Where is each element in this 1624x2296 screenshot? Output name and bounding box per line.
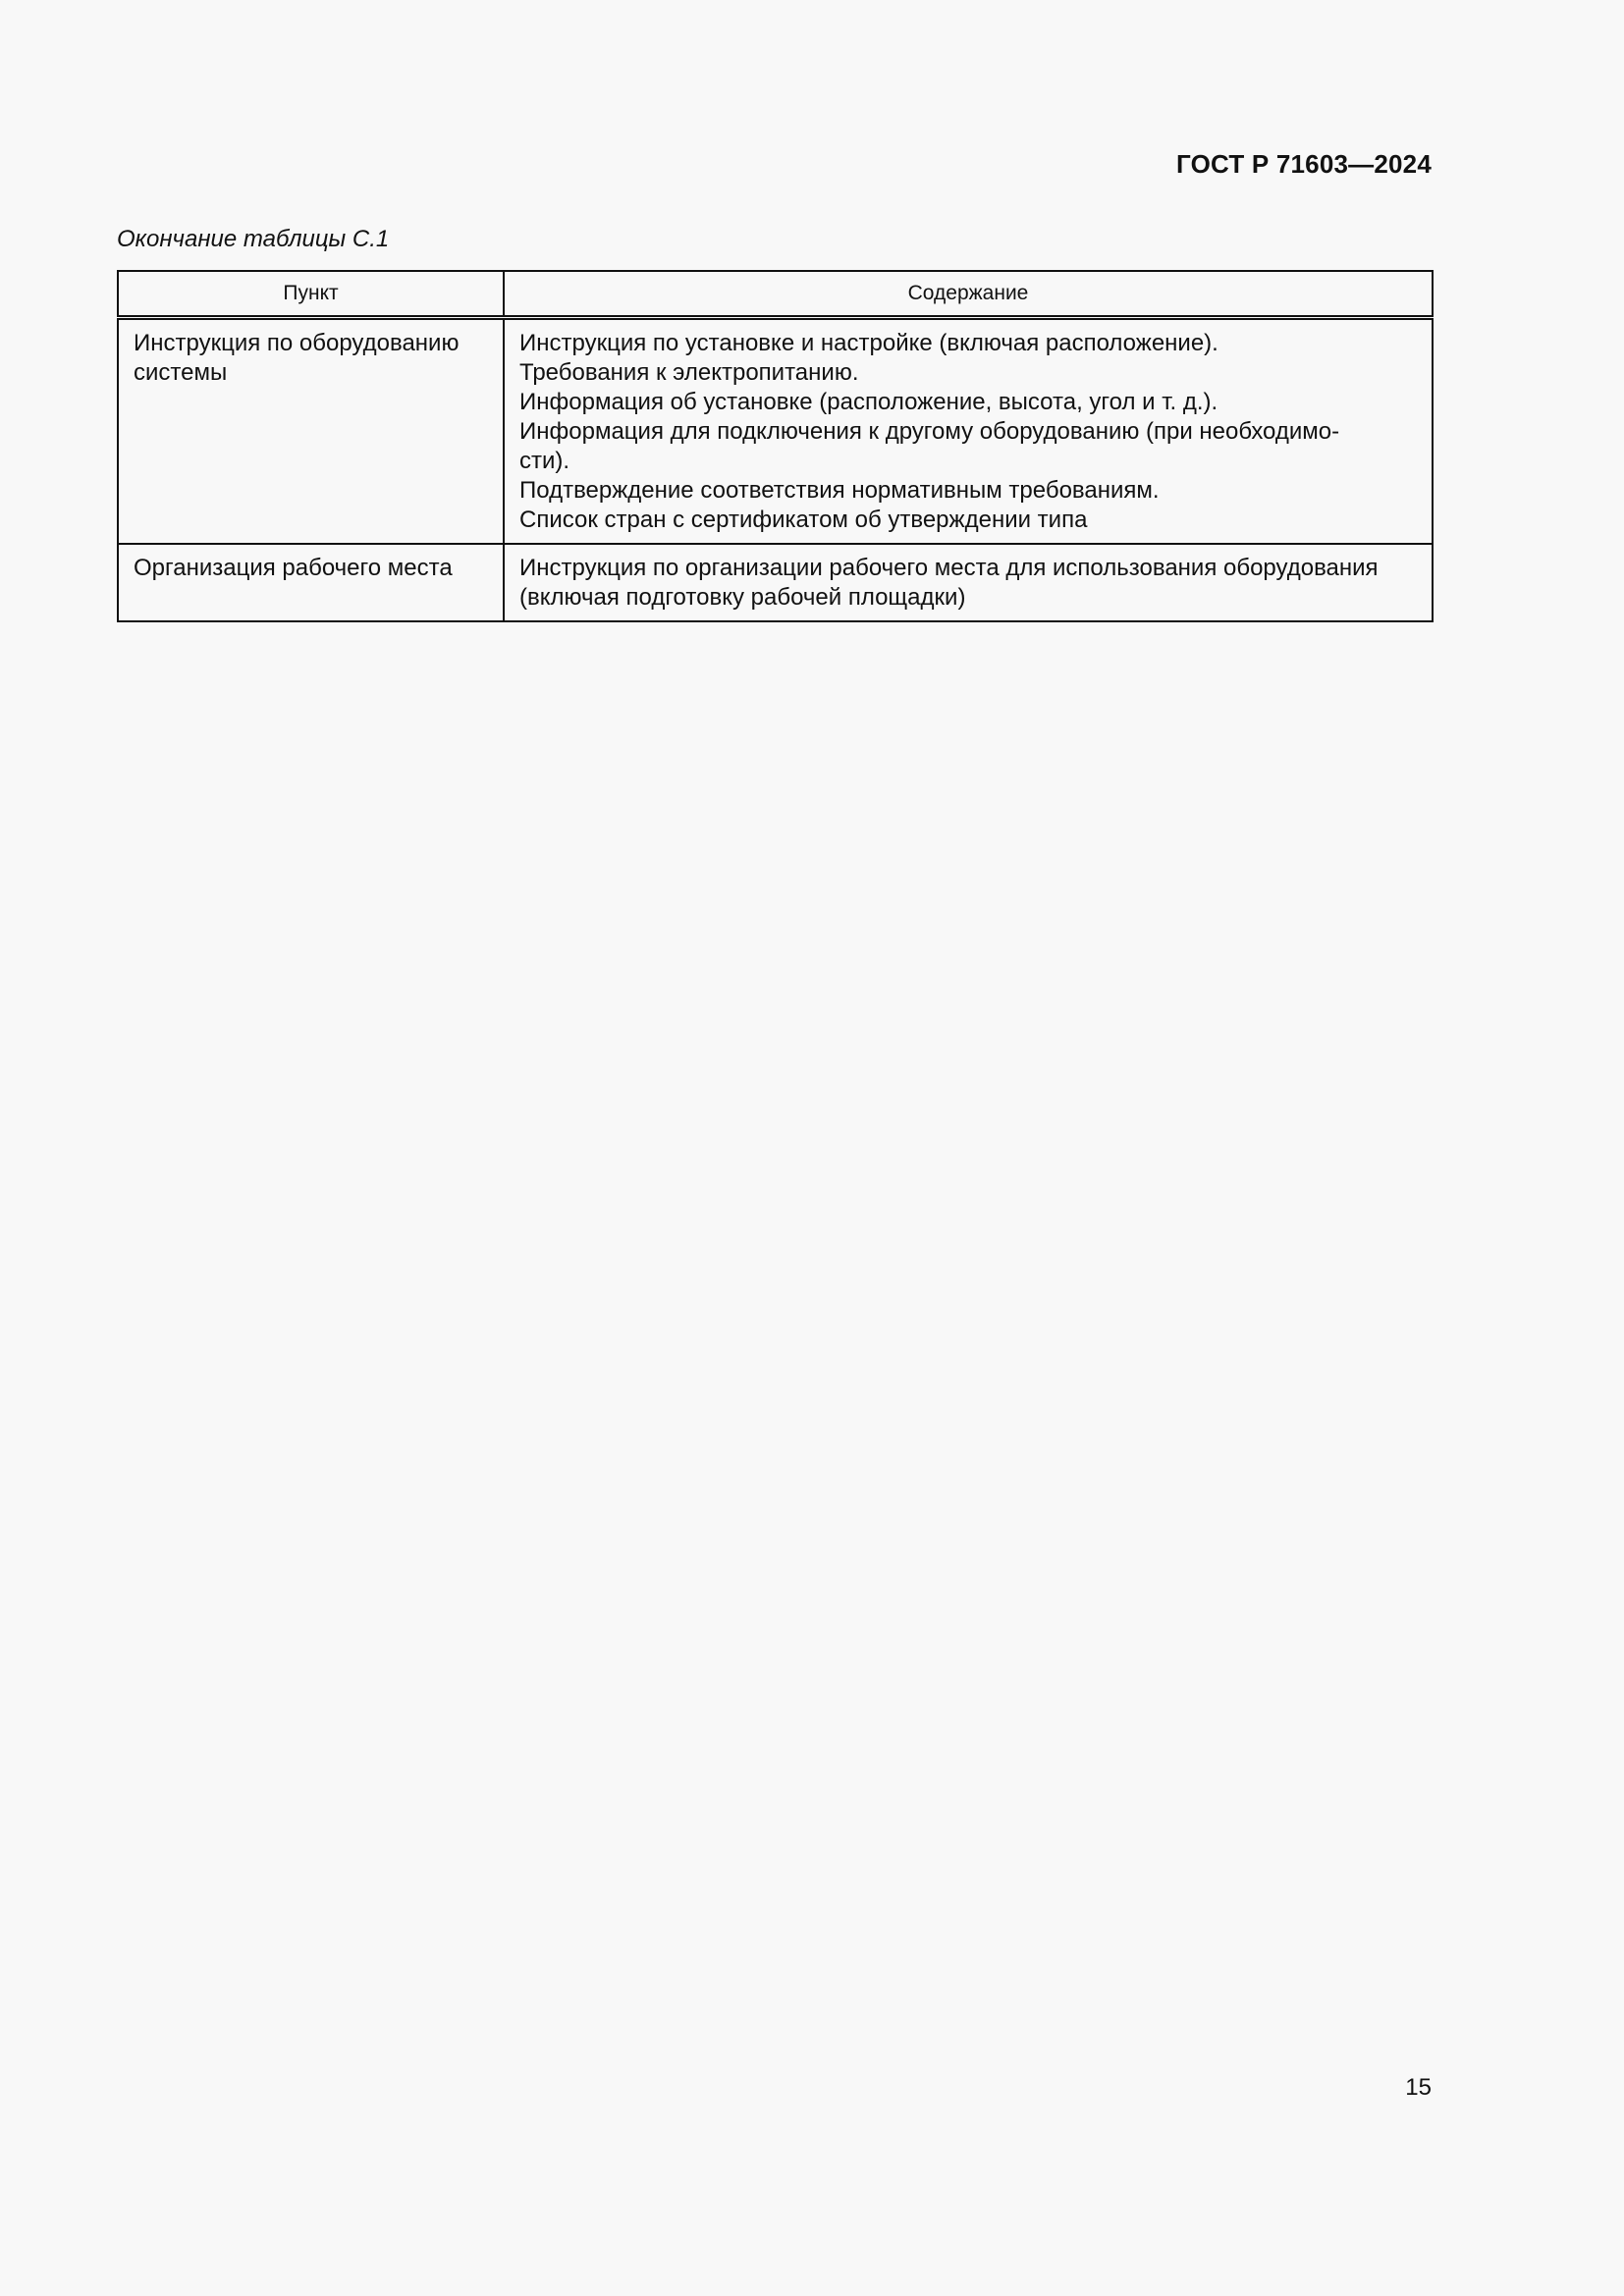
table-container [117, 270, 1432, 622]
row-content-cell [504, 318, 1433, 545]
cell-text-line: Требования к электропитанию. [519, 359, 859, 386]
cell-text-line: Инструкция по организации рабочего места для использования оборудования [519, 555, 1379, 581]
cell-text-line: Организация рабочего места [134, 555, 453, 581]
row-item-cell [118, 318, 504, 545]
cell-text-line: Информация об установке (расположение, высота, угол и т. д.). [519, 389, 1218, 415]
row-content-cell [504, 544, 1433, 621]
table-row [118, 318, 1433, 545]
table-caption: Окончание таблицы С.1 [117, 226, 390, 252]
cell-text-line: Информация для подключения к другому оборудованию (при необходимо- [519, 418, 1340, 445]
document-code: ГОСТ Р 71603—2024 [1176, 149, 1432, 179]
cell-text-line: системы [134, 359, 228, 386]
content-table [117, 270, 1434, 622]
cell-text-line: Инструкция по установке и настройке (включая расположение). [519, 330, 1218, 356]
cell-text-line: Инструкция по оборудованию [134, 330, 460, 356]
cell-text-line: Список стран с сертификатом об утверждении типа [519, 507, 1088, 533]
column-header-content: Содержание [504, 271, 1433, 318]
table-row [118, 544, 1433, 621]
row-item-cell [118, 544, 504, 621]
cell-text-line: (включая подготовку рабочей площадки) [519, 584, 966, 611]
column-header-item: Пункт [118, 271, 504, 318]
page-number: 15 [1405, 2074, 1432, 2101]
table-header-row [118, 271, 1433, 318]
cell-text-line: сти). [519, 448, 570, 474]
cell-text-line: Подтверждение соответствия нормативным требованиям. [519, 477, 1160, 504]
